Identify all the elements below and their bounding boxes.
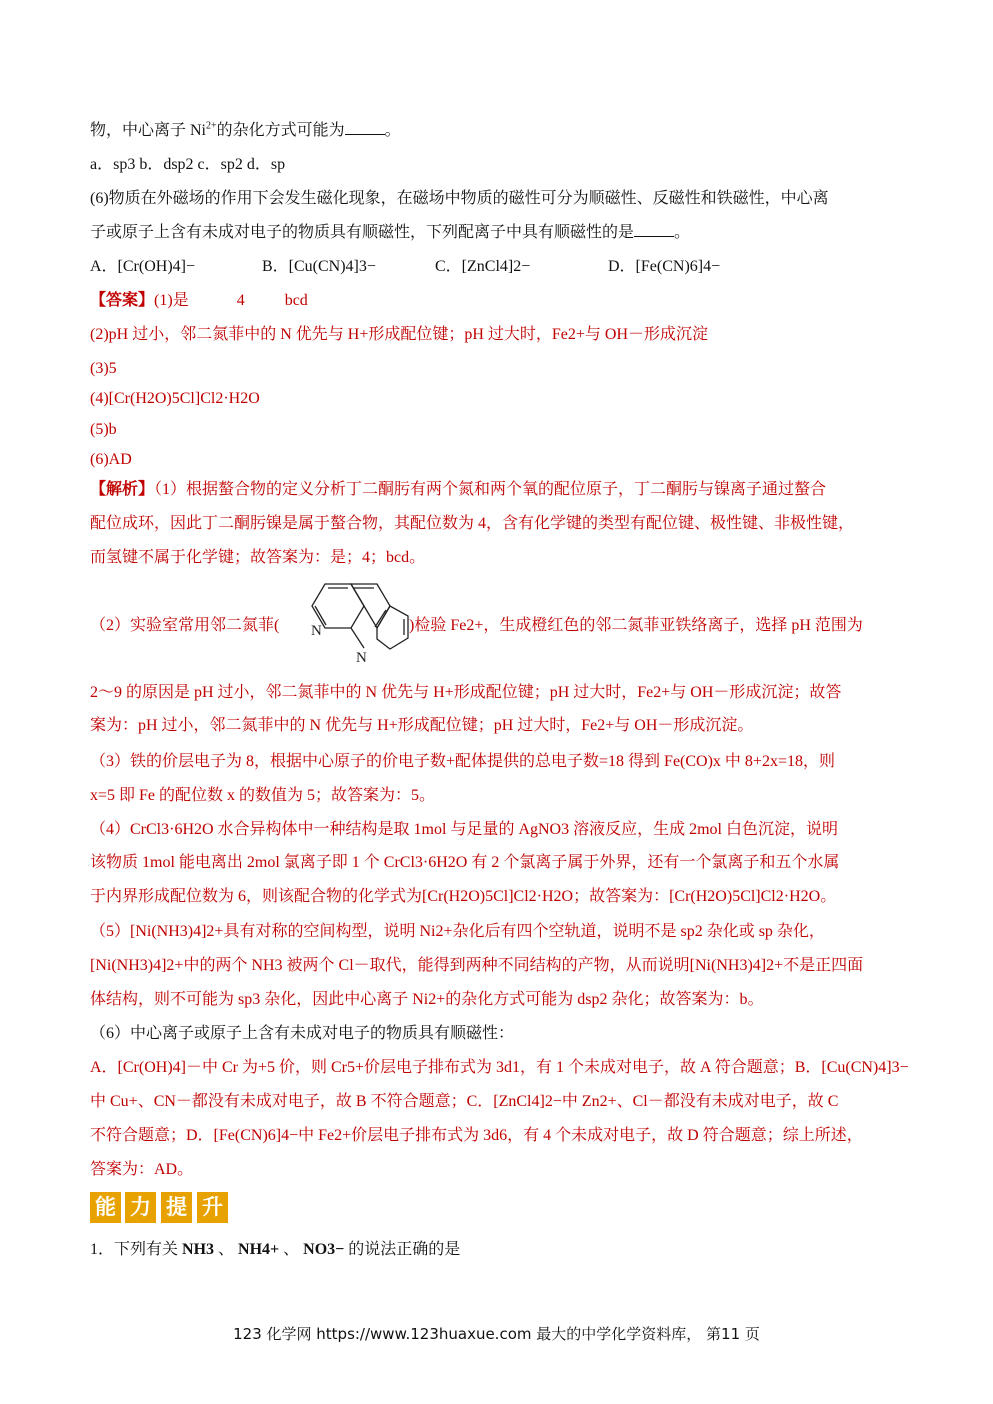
analysis-5-line-3: 体结构，则不可能为 sp3 杂化，因此中心离子 Ni2+的杂化方式可能为 dsp2 杂化；故答案为：b。 xyxy=(90,991,764,1008)
answer-5: (5)b xyxy=(90,421,117,438)
answer-1-c: bcd xyxy=(284,292,308,309)
answer-1 xyxy=(90,291,308,311)
answer-blank xyxy=(634,222,674,237)
analysis-6-line-0: （6）中心离子或原子上含有未成对电子的物质具有顺磁性： xyxy=(90,1025,515,1042)
question-1 xyxy=(90,1240,460,1260)
nitrogen-label: N xyxy=(311,623,322,639)
answer-label: 【答案】 xyxy=(90,292,155,309)
analysis-1-text: （1）根据螯合物的定义分析丁二酮肟有两个氮和两个氧的配位原子，丁二酮肟与镍离子通过螯合 xyxy=(154,481,827,498)
q5-text-b: 的杂化方式可能为 xyxy=(216,122,345,139)
analysis-4-line-2: 该物质 1mol 能电离出 2mol 氯离子即 1 个 CrCl3·6H2O 有 2 个氯离子属于外界，还有一个氯离子和五个水属 xyxy=(90,854,840,871)
q6-line-1: (6)物质在外磁场的作用下会发生磁化现象，在磁场中物质的磁性可分为顺磁性、反磁性和铁磁性，中心离 xyxy=(90,190,829,207)
section-char-3: 提 xyxy=(161,1192,192,1223)
formula-no3: NO3− xyxy=(303,1241,345,1258)
q5-text-c: 。 xyxy=(384,122,401,139)
section-char-4: 升 xyxy=(197,1192,228,1223)
analysis-1-line-1 xyxy=(90,480,826,500)
analysis-2-pre: （2）实验室常用邻二氮菲( xyxy=(90,617,280,634)
q6-option-d: D．[Fe(CN)6]4− xyxy=(608,258,721,275)
analysis-2-post: )检验 Fe2+，生成橙红色的邻二氮菲亚铁络离子，选择 pH 范围为 xyxy=(409,617,863,634)
analysis-2-line-3: 案为：pH 过小，邻二氮菲中的 N 优先与 H+形成配位键；pH 过大时，Fe2+与 OH－形成沉淀。 xyxy=(90,717,754,734)
separator: 、 xyxy=(279,1241,304,1258)
page-footer: 123 化学网 https://www.123huaxue.com 最大的中学化学资料库， 第11 页 xyxy=(233,1325,760,1343)
analysis-6-line-4: 答案为：AD。 xyxy=(90,1161,194,1178)
analysis-2-line-2: 2～9 的原因是 pH 过小，邻二氮菲中的 N 优先与 H+形成配位键；pH 过大时，Fe2+与 OH－形成沉淀；故答 xyxy=(90,684,842,701)
analysis-label: 【解析】 xyxy=(90,481,155,498)
q6-options xyxy=(90,257,720,277)
answer-1-b: 4 xyxy=(236,292,245,309)
analysis-1-line-3: 而氢键不属于化学键；故答案为：是；4；bcd。 xyxy=(90,549,426,566)
formula-nh3: NH3 xyxy=(182,1241,215,1258)
q5-line: 物，中心离子 $Ni^{2+}$的杂化方式可能为 。 xyxy=(90,120,401,139)
analysis-4-line-1: （4）CrCl3·6H2O 水合异构体中一种结构是取 1mol 与足量的 AgNO3 溶液反应，生成 2mol 白色沉淀，说明 xyxy=(90,821,839,838)
answer-1-a: (1)是 xyxy=(154,292,189,309)
question-1-pre: 1．下列有关 xyxy=(90,1241,183,1258)
q6-option-c: C．[ZnCl4]2− xyxy=(435,258,531,275)
analysis-3-line-2: x=5 即 Fe 的配位数 x 的数值为 5；故答案为：5。 xyxy=(90,787,436,804)
analysis-5-line-2: [Ni(NH3)4]2+中的两个 NH3 被两个 Cl－取代，能得到两种不同结构的产物，从而说明[Ni(NH3)4]2+不是正四面 xyxy=(90,957,864,974)
analysis-6-line-3: 不符合题意；D．[Fe(CN)6]4−中 Fe2+价层电子排布式为 3d6，有 4 个未成对电子，故 D 符合题意；综上所述， xyxy=(90,1127,863,1144)
analysis-6-line-2: 中 Cu+、CN－都没有未成对电子，故 B 不符合题意；C．[ZnCl4]2−中 Zn2+、Cl－都没有未成对电子，故 C xyxy=(90,1093,839,1110)
analysis-3-line-1: （3）铁的价层电子为 8，根据中心原子的价电子数+配体提供的总电子数=18 得到 Fe(CO)x 中 8+2x=18，则 xyxy=(90,753,835,770)
answer-2: (2)pH 过小，邻二氮菲中的 N 优先与 H+形成配位键；pH 过大时，Fe2+与 OH－形成沉淀 xyxy=(90,326,709,343)
nitrogen-label: N xyxy=(356,650,367,666)
section-char-1: 能 xyxy=(90,1192,121,1223)
q6-option-a: A．[Cr(OH)4]− xyxy=(90,258,196,275)
analysis-5-line-1: （5）[Ni(NH3)4]2+具有对称的空间构型，说明 Ni2+杂化后有四个空轨道，说明不是 sp2 杂化或 sp 杂化， xyxy=(90,923,825,940)
phenanthroline-structure xyxy=(290,575,420,670)
question-1-post: 的说法正确的是 xyxy=(344,1241,461,1258)
q6-line-2-end: 。 xyxy=(674,224,691,241)
answer-3: (3)5 xyxy=(90,360,117,377)
separator: 、 xyxy=(214,1241,239,1258)
formula-nh4: NH4+ xyxy=(238,1241,280,1258)
section-char-2: 力 xyxy=(125,1192,156,1223)
answer-blank xyxy=(345,120,385,135)
q6-line-2-text: 子或原子上含有未成对电子的物质具有顺磁性，下列配离子中具有顺磁性的是 xyxy=(90,224,635,241)
analysis-4-line-3: 于内界形成配位数为 6，则该配合物的化学式为[Cr(H2O)5Cl]Cl2·H2O；故答案为：[Cr(H2O)5Cl]Cl2·H2O。 xyxy=(90,888,837,905)
q5-options: a．sp3 b．dsp2 c．sp2 d．sp xyxy=(90,156,286,173)
q6-option-b: B．[Cu(CN)4]3− xyxy=(262,258,376,275)
analysis-1-line-2: 配位成环，因此丁二酮肟镍是属于螯合物，其配位数为 4，含有化学键的类型有配位键、极性键、非极性键， xyxy=(90,515,855,532)
q5-text-a: 物，中心离子 Ni xyxy=(90,122,207,139)
answer-6: (6)AD xyxy=(90,451,132,468)
answer-4: (4)[Cr(H2O)5Cl]Cl2·H2O xyxy=(90,390,260,407)
q6-line-2 xyxy=(90,222,690,243)
analysis-6-line-1: A．[Cr(OH)4]－中 Cr 为+5 价，则 Cr5+价层电子排布式为 3d1，有 1 个未成对电子，故 A 符合题意；B．[Cu(CN)4]3− xyxy=(90,1059,909,1076)
